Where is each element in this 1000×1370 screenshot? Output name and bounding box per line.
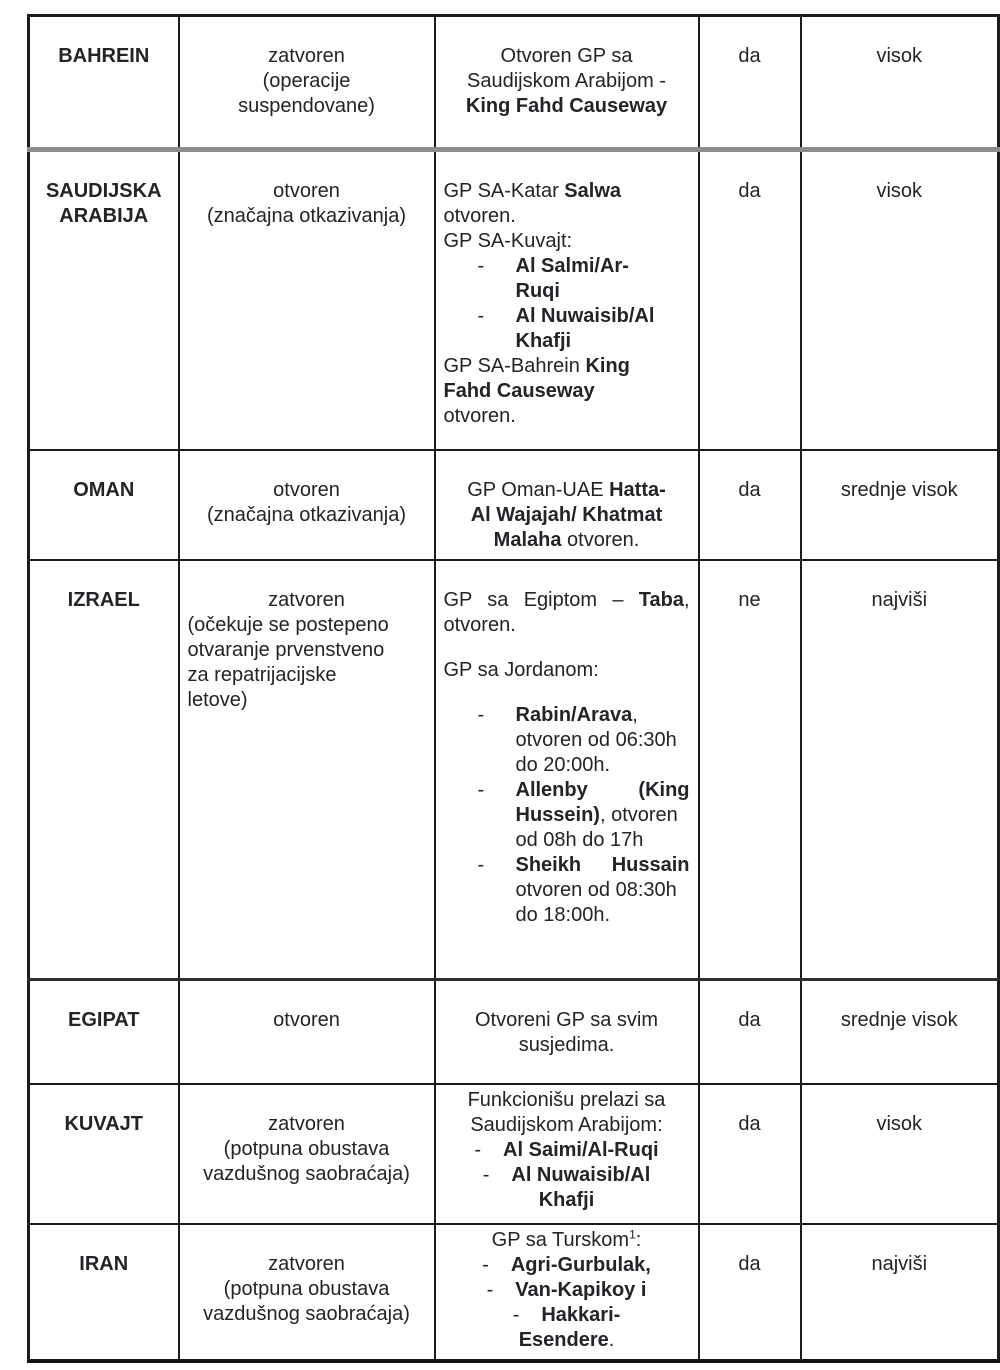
list-item-text: [511, 1163, 650, 1188]
text-segment: Al Nuwaisib/Al: [511, 1163, 651, 1186]
list-dash: -: [482, 1163, 490, 1186]
crossing-line: [516, 753, 690, 778]
risk-value: visok: [876, 1112, 923, 1135]
country-cell: [29, 450, 179, 560]
text-segment: Salwa: [564, 180, 621, 202]
text-segment: GP SA-Katar: [443, 180, 565, 202]
table-row-izrael: [29, 560, 999, 980]
crossing-line: [444, 44, 690, 69]
crossing-line: [516, 728, 690, 753]
crossing-line: [444, 1188, 690, 1213]
status-text: otvoren: [273, 1009, 340, 1031]
list-dash: -: [482, 1253, 489, 1276]
country-name: KUVAJT: [64, 1112, 144, 1135]
list-item-text: [503, 1138, 659, 1163]
crossing-line: [444, 354, 690, 379]
crossing-line: [444, 229, 690, 254]
crossing-line: [444, 658, 690, 683]
status-cell: [179, 1224, 435, 1361]
crossing-line: [541, 1303, 620, 1328]
text-segment: Hakkari-: [541, 1303, 621, 1326]
text-segment: King Fahd Causeway: [465, 95, 668, 117]
text-segment: Hussein): [515, 803, 600, 826]
status-text: vazdušnog saobraćaja): [203, 1162, 410, 1185]
crossings-cell: [435, 980, 699, 1084]
text-segment: :: [635, 1228, 642, 1251]
crossing-line: [516, 304, 690, 329]
crossing-line: [444, 528, 690, 553]
status-text: zatvoren: [268, 1112, 345, 1135]
text-segment: Sheikh Hussain: [515, 853, 690, 876]
list-item-text: [516, 853, 690, 928]
status-text: (značajna otkazivanja): [207, 503, 406, 526]
evacuation-cell: [699, 980, 801, 1084]
country-cell: [29, 560, 179, 980]
text-segment: .: [608, 1328, 615, 1351]
risk-value: visok: [876, 180, 923, 202]
country-name: IRAN: [79, 1252, 129, 1275]
text-segment: ,: [683, 588, 690, 611]
paragraph-gap: [444, 638, 690, 658]
list-dash: -: [512, 1303, 520, 1326]
country-cell: [29, 16, 179, 150]
crossing-line: [444, 1033, 690, 1058]
country-name: ARABIJA: [59, 205, 149, 227]
country-name: IZRAEL: [67, 588, 140, 611]
crossing-line: [516, 878, 690, 903]
status-cell: [179, 150, 435, 450]
crossing-list-item: [444, 778, 690, 853]
crossing-line: [516, 903, 690, 928]
status-text: zatvoren: [268, 45, 345, 67]
text-segment: Allenby (King: [515, 778, 690, 801]
evacuation-cell: [699, 560, 801, 980]
crossing-line: [444, 613, 690, 638]
crossing-line: [516, 329, 690, 354]
list-dash: -: [486, 1278, 494, 1301]
text-segment: Agri-Gurbulak,: [510, 1253, 651, 1276]
evacuation-cell: [699, 1084, 801, 1224]
text-segment: Saudijskom Arabijom:: [470, 1113, 663, 1136]
crossing-line: [511, 1163, 650, 1188]
crossing-line: [444, 1088, 690, 1113]
list-item-text: [516, 254, 690, 304]
status-text: suspendovane): [238, 95, 375, 117]
text-segment: GP SA-Kuvajt:: [443, 230, 573, 252]
crossings-cell: [435, 150, 699, 450]
crossing-line: [444, 478, 690, 503]
crossing-list-item: [444, 1253, 690, 1278]
crossing-line: [511, 1253, 651, 1278]
list-item-text: [516, 778, 690, 853]
text-segment: Ruqi: [515, 280, 560, 302]
risk-cell: [801, 150, 999, 450]
table-row-kuvajt: [29, 1084, 999, 1224]
text-segment: Fahd Causeway: [443, 380, 595, 402]
crossing-line: [444, 1328, 690, 1353]
text-segment: otvoren.: [443, 405, 516, 427]
text-segment: Malaha: [493, 528, 562, 551]
country-cell: [29, 1084, 179, 1224]
text-segment: otvoren.: [561, 528, 640, 551]
table-body: [29, 16, 999, 1361]
crossing-line: [516, 254, 690, 279]
risk-cell: [801, 560, 999, 980]
crossing-list-item: [444, 1163, 690, 1188]
text-segment: Khafji: [538, 1188, 595, 1211]
text-segment: susjedima.: [518, 1034, 615, 1056]
crossing-line: [516, 803, 690, 828]
text-segment: GP sa Egiptom –: [443, 588, 639, 611]
risk-cell: [801, 1224, 999, 1361]
country-cell: [29, 150, 179, 450]
status-text: (potpuna obustava: [223, 1137, 390, 1160]
list-item-text: [511, 1253, 651, 1278]
crossing-line: [444, 179, 690, 204]
text-segment: GP sa Turskom: [491, 1228, 630, 1251]
status-text: vazdušnog saobraćaja): [203, 1302, 410, 1325]
table-row-oman: [29, 450, 999, 560]
risk-cell: [801, 16, 999, 150]
evacuation-value: da: [738, 180, 761, 202]
list-item-text: [541, 1303, 620, 1328]
risk-cell: [801, 980, 999, 1084]
text-segment: Al Nuwaisib/Al: [515, 305, 655, 327]
evacuation-value: da: [738, 1112, 761, 1135]
crossing-line: [516, 778, 690, 803]
status-text: otvoren: [273, 478, 340, 501]
crossing-list-item: [444, 304, 690, 354]
risk-value: srednje visok: [840, 478, 958, 501]
list-dash: -: [477, 255, 485, 277]
status-text: (očekuje se postepeno: [187, 613, 389, 636]
crossing-list-item: [444, 1303, 690, 1328]
text-segment: do 18:00h.: [515, 903, 611, 926]
crossing-list-item: [444, 1278, 690, 1303]
country-name: OMAN: [73, 478, 135, 501]
crossing-line: [444, 379, 690, 404]
text-segment: Saudijskom Arabijom -: [467, 70, 666, 92]
crossing-line: [444, 404, 690, 429]
country-name: BAHREIN: [58, 45, 150, 67]
crossing-line: [444, 204, 690, 229]
text-segment: GP Oman-UAE: [467, 478, 610, 501]
status-text: za repatrijacijske: [187, 663, 337, 686]
status-text: otvaranje prvenstveno: [187, 638, 385, 661]
evacuation-value: da: [738, 45, 761, 67]
text-segment: od 08h do 17h: [515, 828, 644, 851]
evacuation-cell: [699, 450, 801, 560]
list-item-text: [516, 703, 690, 778]
crossing-list-item: [444, 703, 690, 778]
evacuation-value: da: [738, 1252, 761, 1275]
table-row-egipat: [29, 980, 999, 1084]
crossing-line: [503, 1138, 659, 1163]
status-text: otvoren: [273, 180, 340, 202]
text-segment: Al Wajajah/ Khatmat: [470, 503, 663, 526]
text-segment: ,: [632, 703, 638, 726]
status-cell: [179, 560, 435, 980]
crossing-line: [444, 1228, 690, 1253]
status-text: (operacije: [262, 70, 351, 92]
text-segment: otvoren.: [443, 205, 516, 227]
status-text: (značajna otkazivanja): [207, 205, 406, 227]
text-segment: Van-Kapikoy i: [515, 1278, 647, 1301]
status-cell: [179, 1084, 435, 1224]
status-text: (potpuna obustava: [223, 1277, 390, 1300]
crossing-list-item: [444, 1138, 690, 1163]
list-dash: -: [474, 1138, 482, 1161]
risk-value: najviši: [871, 1252, 928, 1275]
text-segment: , otvoren: [599, 803, 678, 826]
text-segment: Esendere: [518, 1328, 609, 1351]
crossing-line: [444, 94, 690, 119]
list-dash: -: [477, 703, 485, 726]
crossings-cell: [435, 1224, 699, 1361]
text-segment: Otvoren GP sa: [500, 45, 633, 67]
country-name: EGIPAT: [68, 1009, 140, 1031]
crossing-line: [515, 1278, 646, 1303]
risk-value: visok: [876, 45, 923, 67]
table-row-bahrein: [29, 16, 999, 150]
text-segment: Taba: [638, 588, 684, 611]
crossing-line: [444, 1113, 690, 1138]
crossing-list-item: [444, 254, 690, 304]
text-segment: Rabin/Arava: [515, 703, 633, 726]
table-row-iran: [29, 1224, 999, 1361]
text-segment: Khafji: [515, 330, 572, 352]
risk-cell: [801, 1084, 999, 1224]
crossings-cell: [435, 16, 699, 150]
border-crossings-table: [27, 14, 1000, 1363]
evacuation-value: da: [738, 1009, 761, 1031]
risk-cell: [801, 450, 999, 560]
status-cell: [179, 450, 435, 560]
text-segment: Hatta-: [609, 478, 666, 501]
text-segment: do 20:00h.: [515, 753, 611, 776]
status-cell: [179, 980, 435, 1084]
evacuation-value: da: [738, 478, 761, 501]
status-cell: [179, 16, 435, 150]
country-cell: [29, 1224, 179, 1361]
text-segment: GP SA-Bahrein: [443, 355, 586, 377]
crossings-cell: [435, 560, 699, 980]
text-segment: King: [585, 355, 630, 377]
crossing-list-item: [444, 853, 690, 928]
evacuation-cell: [699, 150, 801, 450]
crossing-line: [444, 588, 690, 613]
crossing-line: [444, 69, 690, 94]
paragraph-gap: [444, 683, 690, 703]
text-segment: Al Saimi/Al-Ruqi: [503, 1138, 659, 1161]
evacuation-cell: [699, 1224, 801, 1361]
text-segment: otvoren od 06:30h: [515, 728, 677, 751]
text-segment: otvoren od 08:30h: [515, 878, 677, 901]
country-name: SAUDIJSKA: [45, 180, 162, 202]
crossing-line: [516, 703, 690, 728]
text-segment: Al Salmi/Ar-: [515, 255, 629, 277]
text-segment: GP sa Jordanom:: [443, 658, 599, 681]
crossing-line: [516, 279, 690, 304]
status-text: letove): [187, 688, 248, 711]
text-segment: otvoren.: [443, 613, 516, 636]
evacuation-value: ne: [738, 588, 761, 611]
crossings-cell: [435, 450, 699, 560]
list-item-text: [515, 1278, 646, 1303]
list-item-text: [516, 304, 690, 354]
list-dash: -: [477, 305, 485, 327]
status-text: zatvoren: [268, 1252, 345, 1275]
text-segment: Funkcionišu prelazi sa: [467, 1088, 666, 1111]
crossing-line: [516, 828, 690, 853]
risk-value: najviši: [871, 588, 928, 611]
text-segment: Otvoreni GP sa svim: [474, 1009, 659, 1031]
crossing-line: [444, 503, 690, 528]
table-row-saudijska-arabija: [29, 150, 999, 450]
crossing-line: [444, 1008, 690, 1033]
text-segment: 1: [629, 1226, 636, 1241]
crossing-line: [516, 853, 690, 878]
list-dash: -: [477, 853, 485, 876]
risk-value: srednje visok: [840, 1009, 958, 1031]
evacuation-cell: [699, 16, 801, 150]
list-dash: -: [477, 778, 485, 801]
country-cell: [29, 980, 179, 1084]
status-text: zatvoren: [268, 588, 345, 611]
crossings-cell: [435, 1084, 699, 1224]
